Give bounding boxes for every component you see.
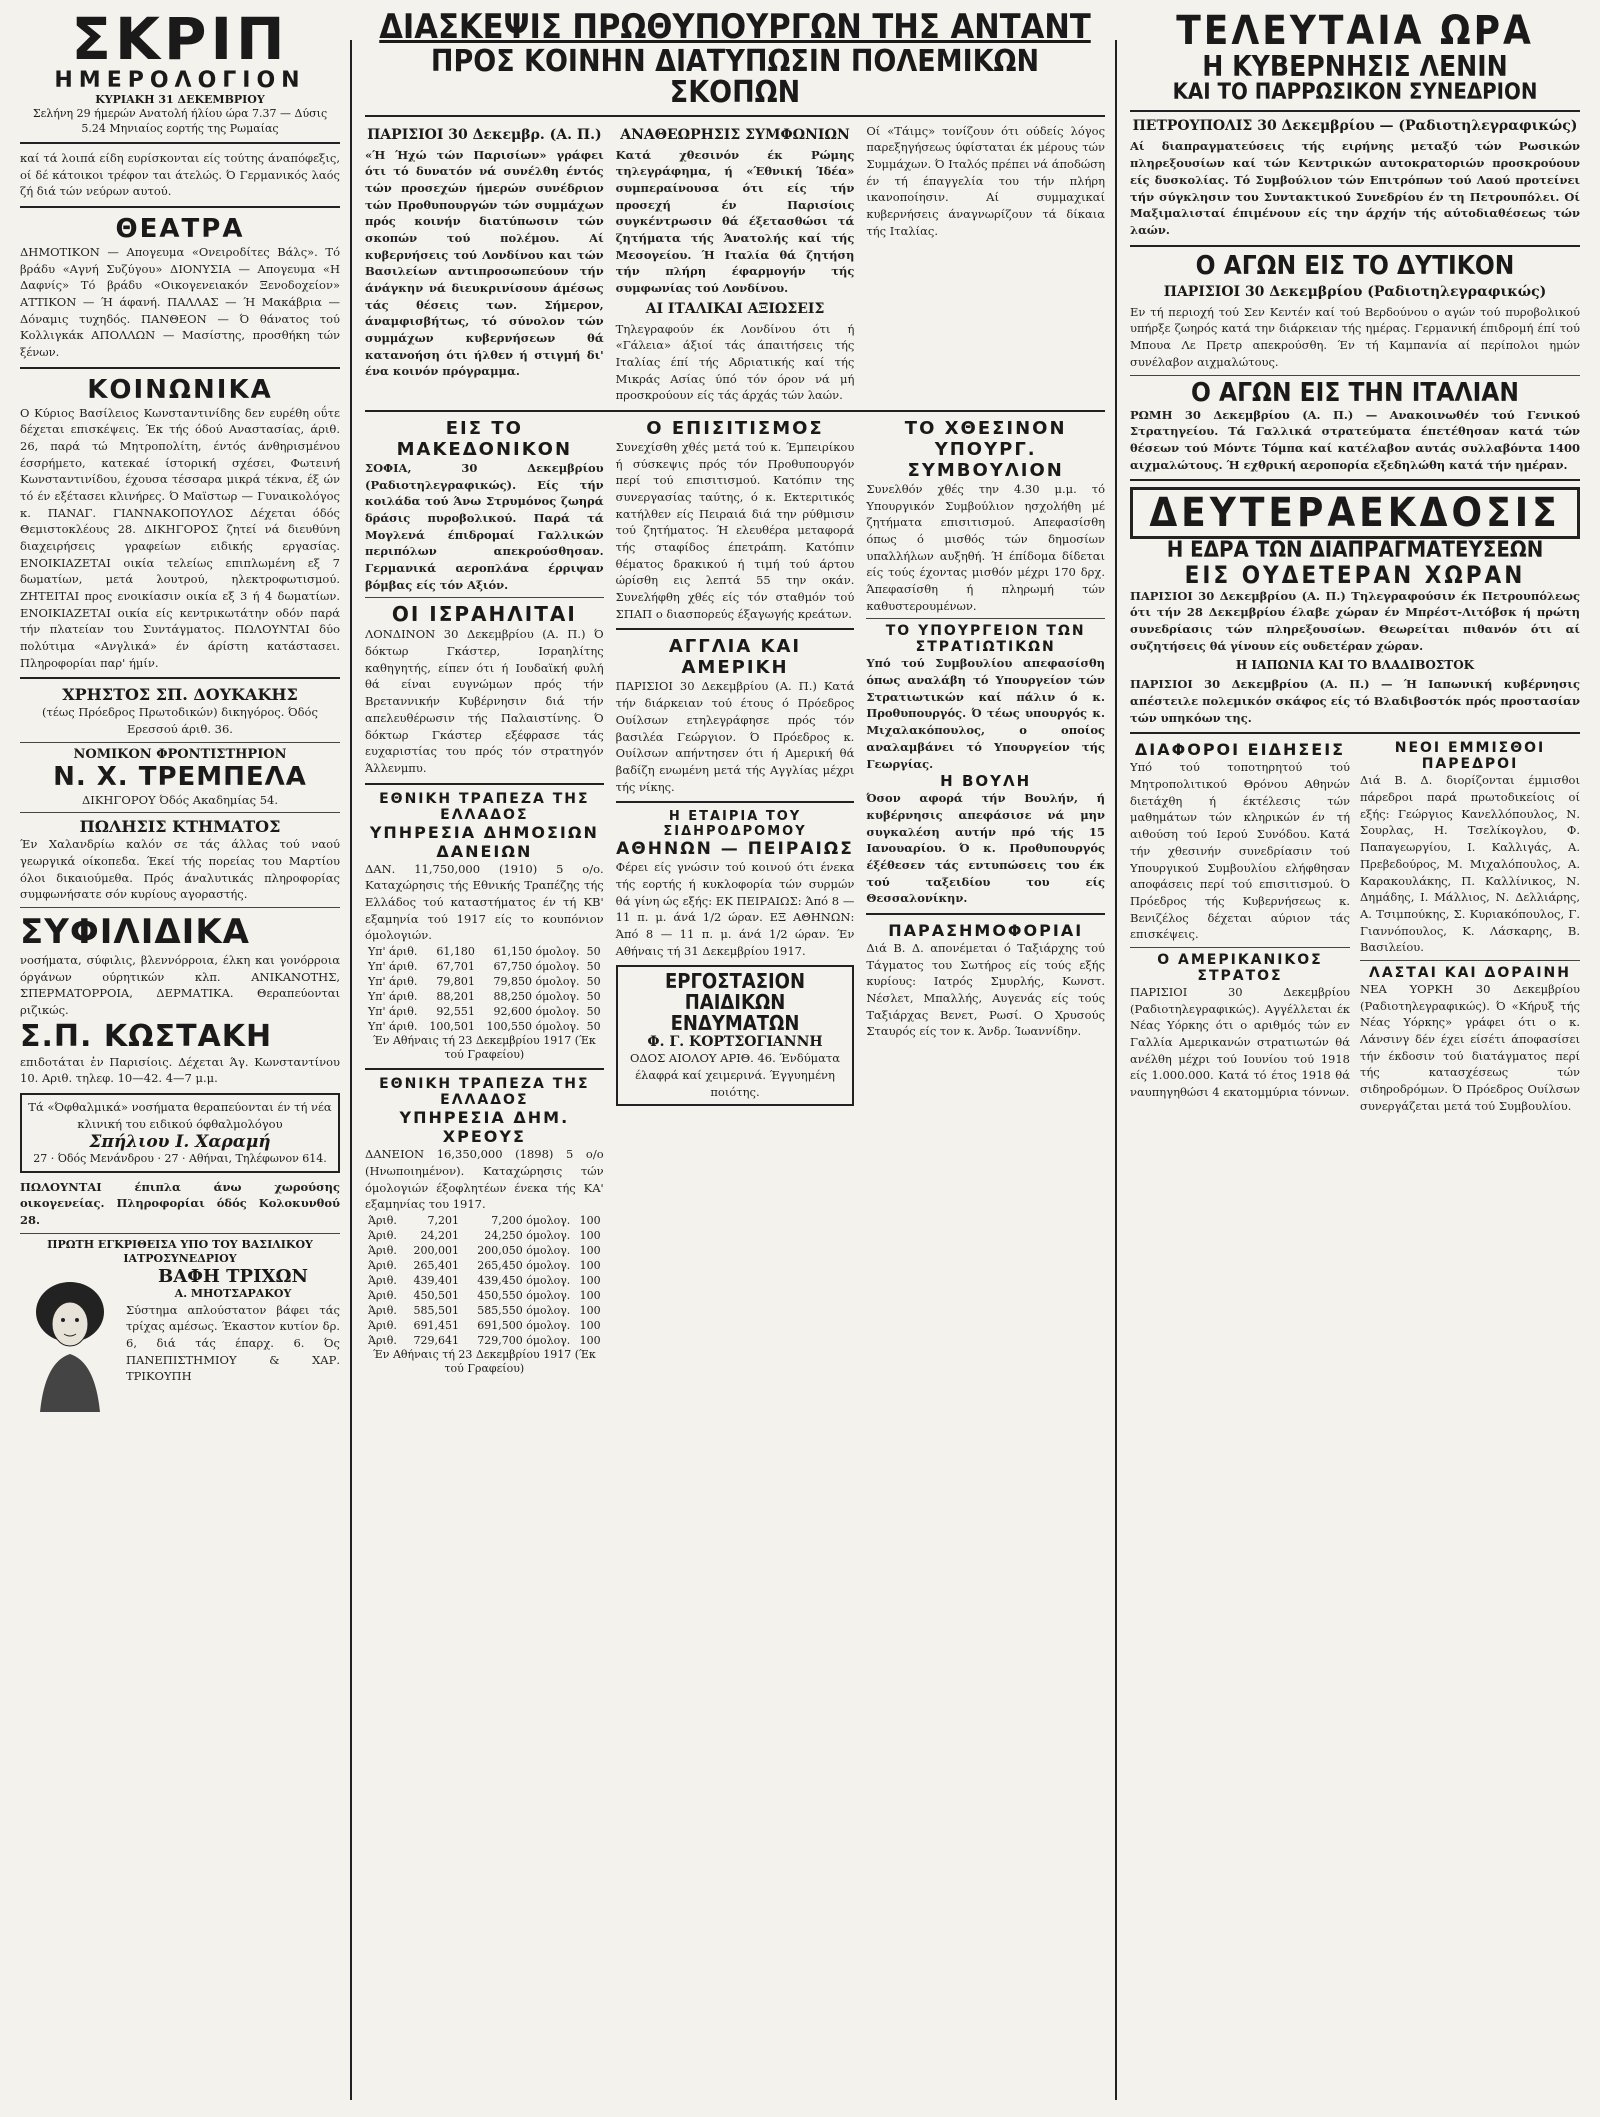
railway-text: Φέρει είς γνώσιν τού κοινού ότι ένεκα τής εορτής ή κυκλοφορία τών συρμών θά γίνη ώς εξής: ΕΚ ΠΕΙΡΑΙΩΣ: Άπό 8 — 11 π. μ. άνά 1/2 ώραν. ΕΞ ΑΘΗΝΩΝ: Άπό 8 — 11 π. μ. άνά 1/2 ώραν. Έν Αθήναις τή 31 Δεκεμβρίου 1917. xyxy=(615,860,855,958)
lasta-text: ΝΕΑ ΥΟΡΚΗ 30 Δεκεμβρίου (Ραδιοτηλεγραφικώς). Ό «Κήρυξ τής Νέας Υόρκης» γράφει ότι ο κ. Λάνσινγ δέν έχει είσέτι άποφασίσει τήν έκδοσιν τού διατάγματος περί τής κατασχέσεως τών σιδηροδρόμων. Ό Πρόεδρος Ουίλσων συνεργάζεται μετά τού Συμβουλίου. xyxy=(1360,981,1580,1113)
bank1-foot: Έν Αθήναις τή 23 Δεκεμβρίου 1917 (Έκ τού Γραφείου) xyxy=(372,1033,596,1062)
column-right xyxy=(1130,10,1580,2105)
masthead-date: ΚΥΡΙΑΚΗ 31 ΔΕΚΕΜΒΡΙΟΥ xyxy=(95,93,265,106)
table-row xyxy=(365,1273,604,1288)
table-cell: 67,750 όμολογ. xyxy=(493,959,580,973)
table-cell: 24,250 όμολογ. xyxy=(484,1229,571,1243)
table-cell: 7,201 xyxy=(427,1214,459,1228)
table-row xyxy=(365,1228,604,1243)
divider xyxy=(20,677,340,679)
table-cell: 67,701 xyxy=(436,959,475,973)
times-text: Οί «Τάιμς» τονίζουν ότι ούδείς λόγος παρεξηγήσεως ύφίσταται έκ μέρους τών Συμμάχων. Ό Ιταλός πρέπει νά άποδώση έν τή έπαγγελία του τήν πλήρη ικανοποίησιν. Αί συμμαχικαί κυβερνήσεις άναγνωρίζουν τά δίκαια τής Ιταλίας. xyxy=(866,123,1105,238)
factory-ad-name: Φ. Γ. ΚΟΡΤΣΟΓΙΑΝΝΗ xyxy=(647,1034,823,1051)
table-row xyxy=(365,1303,604,1318)
negotiations-head: Η ΕΔΡΑ ΤΩΝ ΔΙΑΠΡΑΓΜΑΤΕΥΣΕΩΝ xyxy=(1166,538,1544,564)
american-army-text: ΠΑΡΙΣΙΟΙ 30 Δεκεμβρίου (Ραδιοτηλεγραφικώς). Αγγέλλεται έκ Νέας Υόρκης ότι ο αριθμός τών εν Γαλλία Αμερικανών στρατιωτών θά ανέλθη μέχρι τού Ιουνίου τού 1918 είς 1.000.000. Κατά τό έτος 1918 θά ναυπηγηθώσι 4 εκατομμύρια τόννων. xyxy=(1130,984,1350,1099)
divider xyxy=(1130,375,1580,376)
table-cell: 691,451 xyxy=(413,1319,459,1333)
england-america-head: ΑΓΓΛΙΑ ΚΑΙ ΑΜΕΡΙΚΗ xyxy=(668,636,802,679)
table-row xyxy=(365,1019,604,1034)
table-cell: 100 xyxy=(579,1334,601,1348)
column-middle xyxy=(365,10,1105,2105)
revision-text: Κατά χθεσινόν έκ Ρώμης τηλεγράφημα, ή «Έθνική Ίδέα» συμπεραίνουσα ότι είς τήν προσεχή έν Παρισίοις συγκέντρωσιν θά έξετασθώσι τά ζητήματα τής Άνατολής καί τής Μεσογείου. Ή Ιταλία θά ζητήση τήν πλήρη έφαρμογήν τής συμφωνίας τού Λονδίνου. xyxy=(615,147,855,296)
ad-tremper-text: ΔΙΚΗΓΟΡΟΥ Όδός Ακαδημίας 54. xyxy=(81,792,279,807)
divider xyxy=(365,783,604,785)
israelites-text: ΛΟΝΔΙΝΟΝ 30 Δεκεμβρίου (Α. Π.) Ό δόκτωρ Γκάστερ, Ισραηλίτης καθηγητής, είπεν ότι ή Ιουδαϊκή φυλή θά είναι ευγνώμων πρός τήν Βρεταννικήν Κυβέρνησιν διά τήν απελευθέρωσιν τής Παλαιστίνης. Ό δόκτωρ Γκάστερ εξέφρασε τάς ευχαριστίας του πρός τόν στρατηγόν Άλλενμπυ. xyxy=(365,627,604,775)
divider xyxy=(20,907,340,908)
table-cell: 61,150 όμολογ. xyxy=(493,944,580,958)
table-cell: 7,200 όμολογ. xyxy=(491,1214,571,1228)
social-title: ΚΟΙΝΩΝΙΚΑ xyxy=(87,374,273,405)
table-cell: 88,201 xyxy=(436,989,475,1003)
divider xyxy=(1360,960,1580,961)
revision-head: ΑΝΑΘΕΩΡΗΣΙΣ ΣΥΜΦΩΝΙΩΝ xyxy=(620,126,850,143)
table-cell: Άριθ. xyxy=(368,1289,397,1303)
ad-hairdye-sub: Α. ΜΗΟΤΣΑΡΑΚΟΥ xyxy=(174,1287,292,1301)
japan-head: Η ΙΑΠΩΝΙΑ ΚΑΙ ΤΟ ΒΛΑΔΙΒΟΣΤΟΚ xyxy=(1235,658,1475,673)
new-assessors-text: Διά Β. Δ. διορίζονται έμμισθοι πάρεδροι παρά πρωτοδικείοις οί εξής: Γεώργιος Κανελλόπουλος, Ν. Σουρλας, Η. Τσελίκογλου, Φ. Παπαγεωργίου, Ι. Καλλιγάς, Α. Πρεβεδούρος, Μ. Μιχαλόπουλος, Α. Καρακουλάκης, Π. Καλλίνικος, Ν. Δημάδης, Ι. Μάλλιος, Ν. Δελλιάρης, Α. Τσιμπούκης, Σ. Κυριακόπουλος, Γ. Γιαννόπουλος, Κ. Λάσκαρης, Β. Βασιλείου. xyxy=(1360,773,1580,955)
table-cell: 24,201 xyxy=(420,1229,459,1243)
table-cell: 585,501 xyxy=(413,1304,459,1318)
bank2-sub: ΥΠΗΡΕΣΙΑ ΔΗΜ. ΧΡΕΟΥΣ xyxy=(399,1108,570,1147)
table-cell: 729,700 όμολογ. xyxy=(477,1334,571,1348)
table-cell: Άριθ. xyxy=(368,1244,397,1258)
headline-lenin: Η ΚΥΒΕΡΝΗΣΙΣ ΛΕΝΙΝ xyxy=(1202,50,1508,83)
italian-claims-text: Τηλεγραφούν έκ Λονδίνου ότι ή «Γάλεια» άξιοί τάς άπαιτήσεις τής Ιταλίας έπί τής Αδριατικής καί τής Μικράς Ασίας ύπό τόν όρον νά μή προσκρούουν είς τάς άρχάς τών λαών. xyxy=(615,321,855,403)
ad-property-head: ΠΩΛΗΣΙΣ ΚΤΗΜΑΤΟΣ xyxy=(79,817,281,837)
bank2-table xyxy=(365,1213,604,1348)
table-cell: 100,501 xyxy=(429,1019,475,1033)
column-rule xyxy=(1115,40,1117,2100)
divider xyxy=(20,367,340,369)
divider xyxy=(1130,947,1350,948)
ad-doukakis-text: (τέως Πρόεδρος Πρωτοδικών) δικηγόρος. Όδός Ερεσσού άριθ. 36. xyxy=(42,705,318,737)
western-front-head: Ο ΑΓΩΝ ΕΙΣ ΤΟ ΔΥΤΙΚΟΝ xyxy=(1195,250,1515,281)
woman-portrait-icon xyxy=(20,1272,120,1412)
bank2-head: ΕΘΝΙΚΗ ΤΡΑΠΕΖΑ ΤΗΣ ΕΛΛΑΔΟΣ xyxy=(379,1076,590,1109)
table-cell: Άριθ. xyxy=(368,1274,397,1288)
table-cell: Υπ' άριθ. xyxy=(368,989,418,1003)
various-news-head: ΔΙΑΦΟΡΟΙ ΕΙΔΗΣΕΙΣ xyxy=(1134,740,1346,760)
divider xyxy=(365,115,1105,117)
neutral-country-head: ΕΙΣ ΟΥΔΕΤΕΡΑΝ ΧΩΡΑΝ xyxy=(1184,560,1526,589)
table-row xyxy=(365,1288,604,1303)
table-cell: Υπ' άριθ. xyxy=(368,974,418,988)
table-cell: 79,850 όμολογ. xyxy=(493,974,580,988)
headline-war-aims: ΠΡΟΣ ΚΟΙΝΗΝ ΔΙΑΤΥΠΩΣΙΝ ΠΟΛΕΜΙΚΩΝ ΣΚΟΠΩΝ xyxy=(430,43,1040,111)
table-cell: Άριθ. xyxy=(368,1259,397,1273)
divider xyxy=(1130,479,1580,481)
decorations-head: ΠΑΡΑΣΗΜΟΦΟΡΙΑΙ xyxy=(888,920,1084,940)
negotiations-text: ΠΑΡΙΣΙΟΙ 30 Δεκεμβρίου (Α. Π.) Τηλεγραφούσιν έκ Πετρουπόλεως ότι τήν 28 Δεκεμβρίου έλαβε χώραν έν Μπρέστ-Λιτόβσκ ή πρώτη συνεδρίασις τών πληρεξουσίων. Θεωρείται πιθανόν ότι αί συζητήσεις θά γίνουν είς ουδετέραν χώραν. xyxy=(1130,588,1580,653)
military-head: ΤΟ ΥΠΟΥΡΓΕΙΟΝ ΤΩΝ ΣΤΡΑΤΙΩΤΙΚΩΝ xyxy=(885,623,1086,656)
table-cell: Υπ' άριθ. xyxy=(368,944,418,958)
parliament-head: Η ΒΟΥΛΗ xyxy=(940,772,1032,791)
factory-ad-box xyxy=(616,965,855,1106)
ad-ophthalmic-addr: 27 · Όδός Μενάνδρου · 27 · Αθήναι, Τηλέφωνον 614. xyxy=(33,1152,327,1166)
dateline-paris: ΠΑΡΙΣΙΟΙ 30 Δεκεμβρ. (Α. Π.) xyxy=(367,126,602,143)
israelites-head: ΟΙ ΙΣΡΑΗΛΙΤΑΙ xyxy=(391,602,577,627)
table-cell: 100 xyxy=(579,1319,601,1333)
ad-hairdye-text: Σύστημα απλούστατον βάφει τάς τρίχας αμέσως. Έκαστον κυτίον δρ. 6, διά τάς έπαρχ. 6. Ός ΠΑΝΕΠΙΣΤΗΜΙΟΥ & ΧΑΡ. ΤΡΙΚΟΥΠΗ xyxy=(126,1302,340,1384)
table-cell: 50 xyxy=(586,959,601,973)
almanac: Σελήνη 29 ήμερών Ανατολή ήλίου ώρα 7.37 — Δύσις 5.24 Μηνιαίος εορτής της Ρωμαίας xyxy=(32,107,328,135)
table-cell: 50 xyxy=(586,1019,601,1033)
divider xyxy=(365,1068,604,1070)
table-cell: 265,450 όμολογ. xyxy=(477,1259,571,1273)
masthead-subtitle: ΗΜΕΡΟΛΟΓΙΟΝ xyxy=(54,68,306,93)
supply-text: Συνεχίσθη χθές μετά τού κ. Έμπειρίκου ή σύσκεψις πρός τόν Προθυπουργόν περί τού επισιτισμού. Κατόπιν της συνεργασίας ταύτης, ό κ. Εκτεριτικός κατήλθεν είς Πειραιά διά την ρύθμισιν τού ζητήματος. Ή ελευθέρα μεταφορά τής σταφίδος έπετράπη. Κατόπιν θέματος δρακικού ή τιμή τού άρτου ώρίσθη εις λεπτά 55 την οκάν. Συνελήφθη χθές είς τόν σταθμόν τού ΣΠΑΠ ο διασπορεύς έξαγωγής κρεάτων. xyxy=(615,440,855,621)
factory-ad-text: ΟΔΟΣ ΑΙΟΛΟΥ ΑΡΙΘ. 46. Ένδύματα έλαφρά καί χειμερινά. Έγγυημένη ποιότης. xyxy=(629,1051,841,1099)
american-army-head: Ο ΑΜΕΡΙΚΑΝΙΚΟΣ ΣΤΡΑΤΟΣ xyxy=(1157,951,1323,984)
table-cell: Άριθ. xyxy=(368,1319,397,1333)
table-cell: 50 xyxy=(586,944,601,958)
decorations-text: Διά Β. Δ. απονέμεται ό Ταξιάρχης τού Τάγματος του Σωτήρος είς τούς εξής κυρίους: Ιατρός Σμυρλής, Κωνστ. Νέσλετ, Μπαλλής, Αυγενάς είς τούς Ταξιάρχας Βενετ, Ρωσί. Ο Χρυσούς Σταυρός είς τον κ. Άνδρ. Ίωαννίδην. xyxy=(866,940,1105,1039)
table-cell: 439,401 xyxy=(413,1274,459,1288)
table-cell: 100 xyxy=(579,1274,601,1288)
social-text: Ο Κύριος Βασίλειος Κωνσταντινίδης δεν ευρέθη οΰτε δέχεται επισκέψεις. Έκ τής όδού Αναστασίας, άριθ. 26, παρά τώ Μητροπολίτη, έντός άνθηρισμένου έσσρήμετο, κατεκαέ ίστορική σχέσει, Φωτεινή Κωνσταντινίδου, έχουσα τέσσαρα μικρά τέκνα, έξ ών τό έν εξέτασει κλινήρες. Ό Μαϊστωρ — Γυναικολόγος κ. ΠΑΝΑΓ. ΓΙΑΝΝΑΚΟΠΟΥΛΟΣ Δέχεται όδός Θεμιστοκλέους 28. ΔΙΚΗΓΟΡΟΣ ζητεί νά διευθύνη διαχειρήσεις γραφείων ειδικής εργασίας. ΕΝΟΙΚΙΑΖΕΤΑΙ οικία τελείως επιπλωμένη εξ 7 δωματίων, μετά λουτρού, ηλεκτροφωτισμού. ΖΗΤΕΙΤΑΙ προς ενοικίασιν οικία εξ 3 ή 4 δωματίων. ΕΝΟΙΚΙΑΖΕΤΑΙ οικία είς κεντρικωτάτην οδόν παρά τήν πλατείαν του Συντάγματος. ΠΩΛΟΥΝΤΑΙ δύο πολύτιμα «Ανγλικά» έν άρίστη κατάστασει. Πληροφορίαι παρ' ήμίν. xyxy=(20,405,340,670)
table-cell: Άριθ. xyxy=(368,1334,397,1348)
ad-kostaki-text: επιδοτάται ἐν Παρισίοις. Δέχεται Άγ. Κωνσταντίνου 10. Αριθ. τηλεφ. 10—42. 4—7 μ.μ. xyxy=(20,1054,340,1086)
table-cell: 79,801 xyxy=(436,974,475,988)
divider xyxy=(1130,732,1580,734)
table-cell: 585,550 όμολογ. xyxy=(477,1304,571,1318)
ad-syfilidika-text: νοσήματα, σύφιλις, βλεννόρροια, έλκη και γονόρροια όργάνων ούρητικών κλπ. ΑΝΙΚΑΝΟΤΗΣ, ΣΠΕΡΜΑΤΟΡΡΟΙΑ, ΔΕΡΜΑΤΙΚΑ. Θεραπεύονται ριζικώς. xyxy=(20,953,340,1018)
intro-text: καί τά λοιπά είδη ευρίσκονται είς τούτης άναπόφεξις, οί δέ κάτοικοι τρέφον ται άτελώς. Ό Γερμανικός λαός ζή διά τών νεύρων αυτού. xyxy=(20,150,340,199)
bank1-text: ΔΑΝ. 11,750,000 (1910) 5 ο/ο. Καταχώρησις τής Εθνικής Τραπέζης τής Ελλάδος τού καταστήματος έν τή ΚΒ' εξαμηνία τού 1917 είς το κουπόνιον όμολογιών. xyxy=(365,861,604,943)
italian-front-head: Ο ΑΓΩΝ ΕΙΣ ΤΗΝ ΙΤΑΛΙΑΝ xyxy=(1191,377,1519,408)
various-news-text: Υπό τού τοποτηρητού τού Μητροπολιτικού Θρόνου Αθηνών διετάχθη ή έκτέλεσις τών μαθημάτων τών κληρικών έν τή αιθούση τού Ιερού Συνόδου. Κατά τήν χθεσινήν συνεδρίασιν τού Υπουργικού Συμβουλίου ελήφθησαν αποφάσεις περί τού επισιτισμού. Ό Πρόεδρος τής Κυβερνήσεως κ. Βενιζέλος δέχεται αύριον τάς επισκέψεις. xyxy=(1130,760,1350,942)
ad-tremper-head: ΝΟΜΙΚΟΝ ΦΡΟΝΤΙΣΤΗΡΙΟΝ xyxy=(73,746,287,762)
table-cell: 200,001 xyxy=(413,1244,459,1258)
divider xyxy=(20,742,340,743)
table-cell: Άριθ. xyxy=(368,1304,397,1318)
divider xyxy=(20,206,340,208)
headline-congress: ΚΑΙ ΤΟ ΠΑΡΡΩΣΙΚΟΝ ΣΥΝΕΔΡΙΟΝ xyxy=(1172,80,1538,106)
table-cell: 92,600 όμολογ. xyxy=(493,1004,580,1018)
supply-head: Ο ΕΠΙΣΙΤΙΣΜΟΣ xyxy=(646,418,824,440)
ad-hairdye-name: ΒΑΦΗ ΤΡΙΧΩΝ xyxy=(158,1266,308,1288)
bank1-table xyxy=(365,944,604,1034)
table-cell: 92,551 xyxy=(436,1004,475,1018)
england-america-text: ΠΑΡΙΣΙΟΙ 30 Δεκεμβρίου (Α. Π.) Κατά τήν διάρκειαν τού έτους ό Πρόεδρος Ουίλσων ετηλεγράφησε πρός τόν βασιλέα Γεώργιον. Ό Πρόεδρος κ. Ουίλσων απήντησεν ότι ή Αμερική θά βαδίζη ενωμένη μετά τής Αγγλίας μέχρι τής νίκης. xyxy=(615,679,855,794)
divider xyxy=(866,618,1105,619)
italian-front-text: ΡΩΜΗ 30 Δεκεμβρίου (Α. Π.) — Ανακοινωθέν τού Γενικού Στρατηγείου. Τά Γαλλικά στρατεύματα έπετέθησαν κατά τών θέσεων τού Μόντε Τόμπα καί κατέλαβον αυτάς συλλαβόντα 1400 αιχμαλώτους. Ή εχθρική αεροπορία εξεδηλώθη κατά τήν ημέραν. xyxy=(1130,407,1580,472)
table-row xyxy=(365,974,604,989)
divider xyxy=(365,597,604,598)
table-cell: 100 xyxy=(579,1214,601,1228)
table-cell: 265,401 xyxy=(413,1259,459,1273)
table-cell: 729,641 xyxy=(413,1334,459,1348)
table-cell: 50 xyxy=(586,974,601,988)
military-text: Υπό τού Συμβουλίου απεφασίσθη όπως αναλάβη τό Υπουργείον τών Στρατιωτικών καί πάλιν ό κ. Προθυπουργός. Ό τέως υπουργός κ. Μιχαλακόπουλος, ο οποίος αναλαμβάνει τό Υπουργείον τής Γεωργίας. xyxy=(866,656,1105,771)
table-cell: 88,250 όμολογ. xyxy=(493,989,580,1003)
ad-ophthalmic-box xyxy=(20,1093,340,1173)
japan-text: ΠΑΡΙΣΙΟΙ 30 Δεκεμβρίου (Α. Π.) — Ή Ιαπωνική κυβέρνησις απέστειλε πολεμικόν σκάφος είς τό Βλαδιβοστόκ πρός προστασίαν τών υπηκόων της. xyxy=(1130,677,1580,725)
table-cell: Υπ' άριθ. xyxy=(368,1019,418,1033)
column-rule xyxy=(350,40,352,2100)
second-edition-title: ΔΕΥΤΕΡΑΕΚΔΟΣΙΣ xyxy=(1130,487,1580,539)
theatres-title: ΘΕΑΤΡΑ xyxy=(115,213,245,244)
table-row xyxy=(365,1333,604,1348)
divider xyxy=(616,801,855,803)
table-cell: 100 xyxy=(579,1289,601,1303)
table-cell: Υπ' άριθ. xyxy=(368,1004,418,1018)
table-cell: 100 xyxy=(579,1244,601,1258)
ad-kostaki-name: Σ.Π. ΚΩΣΤΑΚΗ xyxy=(20,1018,273,1054)
table-cell: 100 xyxy=(579,1259,601,1273)
macedonia-head: ΕΙΣ ΤΟ ΜΑΚΕΔΟΝΙΚΟΝ xyxy=(396,418,573,461)
divider xyxy=(20,142,340,144)
table-cell: Άριθ. xyxy=(368,1214,397,1228)
divider xyxy=(365,410,1105,412)
ad-property-text: Έν Χαλανδρίω καλόν σε τάς άλλας τού ναού γεωργικά οίκοπεδα. Έκεί τής πορείας του Μαρτίου όλοι δικαιούμεθα. Πρός άναλυτικάς πληροφορίας συμφωνήσατε σόν κυρίους αγοραστής. xyxy=(20,837,340,902)
table-cell: 691,500 όμολογ. xyxy=(477,1319,571,1333)
macedonia-text: ΣΟΦΙΑ, 30 Δεκεμβρίου (Ραδιοτηλεγραφικώς). Είς τήν κοιλάδα τού Άνω Στρυμόνος ζωηρά δράσις πυροβολικού. Παρά τά Μογλενά έπιδρομαί Γαλλικών περιπόλων απεκρούσθησαν. Γερμανικά αεροπλάνα έρριψαν βόμβας είς τόν Αξιόν. xyxy=(365,461,604,592)
lenin-text: Αί διαπραγματεύσεις τής ειρήνης μεταξύ τών Ρωσικών πληρεξουσίων καί τών Κεντρικών αυτοκρατοριών προσκρούουν είς δυσκολίας. Τό Συμβούλιον τών Επιτρόπων τού Λαού προτείνει τήν σύγκλησιν του Συντακτικού Συνεδρίου έν τη Πετρουπόλει. Οί Μαξιμαλισταί έπιμένουν είς την άρχήν τής αύτοδιαθέσεως τών λαών. xyxy=(1130,139,1580,237)
table-cell: Άριθ. xyxy=(368,1229,397,1243)
dateline-petrograd: ΠΕΤΡΟΥΠΟΛΙΣ 30 Δεκεμβρίου — (Ραδιοτηλεγραφικώς) xyxy=(1132,118,1578,135)
divider xyxy=(866,913,1105,915)
theatres-text: ΔΗΜΟΤΙΚΟΝ — Απογευμα «Ονειροδίτες Βάλς». Τό βράδυ «Αγνή Συζύγου» ΔΙΟΝΥΣΙΑ — Απογευμα «Η Δαφνίς» Τό βράδυ «Οικογενειακόν Ξενοδοχείον» ΑΤΤΙΚΟΝ — Ή άφανή. ΠΑΛΛΑΣ — Ή Μακάβρια — Δόναμις τυχηδός. ΠΑΝΘΕΟΝ — Ό θάνατος τού Κολλιγκάκ ΑΠΟΛΛΩΝ — Μασίστης, προσθήκη τών ξένων. xyxy=(20,244,340,359)
table-cell: 450,501 xyxy=(413,1289,459,1303)
railway-sub: ΑΘΗΝΩΝ — ΠΕΙΡΑΙΩΣ xyxy=(616,839,854,860)
table-cell: 450,550 όμολογ. xyxy=(477,1289,571,1303)
divider xyxy=(1130,245,1580,247)
headline-conference: ΔΙΑΣΚΕΨΙΣ ΠΡΩΘΥΠΟΥΡΓΩΝ ΤΗΣ ΑΝΤΑΝΤ xyxy=(379,10,1091,47)
ad-ophthalmic-text: Τά «Όφθαλμικά» νοσήματα θεραπεύονται έν τή νέα κλινική του ειδικού όφθαλμολόγου xyxy=(28,1100,332,1131)
bank2-text: ΔΑΝΕΙΟΝ 16,350,000 (1898) 5 ο/ο (Ηνωποιημένον). Καταχώρησις τών όμολογιών έξοφλητέων ένεκα τής ΚΑ' εξαμηνίας του 1917. xyxy=(365,1147,604,1212)
table-cell: 50 xyxy=(586,989,601,1003)
headline-last-hour: ΤΕΛΕΥΤΑΙΑ ΩΡΑ xyxy=(1176,10,1534,54)
divider xyxy=(1130,110,1580,112)
table-row xyxy=(365,1318,604,1333)
table-cell: 439,450 όμολογ. xyxy=(477,1274,571,1288)
table-row xyxy=(365,1243,604,1258)
table-cell: 61,180 xyxy=(436,944,475,958)
western-front-text: Εν τή περιοχή τού Σεν Κεντέν καί τού Βερδούνου ο αγών τού πυροβολικού υπήρξε ζωηρός κατά την διάρκειαν τής ημέρας. Γερμανική έπιδρομή έπί τού Μπουα Λε Πρετρ απεκρούσθη. Έν τή Καμπανία αί περίπολοι ημών συνέλαβον αιχμαλώτους. xyxy=(1130,304,1580,369)
ad-hairdye-head: ΠΡΩΤΗ ΕΓΚΡΙΘΕΙΣΑ ΥΠΟ ΤΟΥ ΒΑΣΙΛΙΚΟΥ ΙΑΤΡΟΣΥΝΕΔΡΙΟΥ xyxy=(47,1237,313,1266)
ad-syfilidika-name: ΣΥΦΙΛΙΔΙΚΑ xyxy=(20,912,250,953)
divider xyxy=(616,628,855,630)
table-row xyxy=(365,944,604,959)
table-cell: Υπ' άριθ. xyxy=(368,959,418,973)
conference-text: «Ή Ήχώ τών Παρισίων» γράφει ότι τό δυνατόν νά συνέλθη έντός τών προσεχών ήμερών συνέδριον τών Προθυπουργών τών συμμάχων πρός κοινήν διατύπωσιν τών σκοπών τού πολέμου. Αί κυβερνήσεις τού Λονδίνου και τών Βασιλείων αντιπροσωπεύουν τήν άνάγκην νά διευκρινίσουν άμέσως τάς θέσεις των. Σήμερον, άναμφισβήτως, τό σύνολον τών συμμάχων κυβερνήσεων θά κατανοήση ότι ήλθεν ή στιγμή δι' ένα κοινόν πρόγραμμα. xyxy=(365,147,604,379)
new-assessors-head: ΝΕΟΙ ΕΜΜΙΣΘΟΙ ΠΑΡΕΔΡΟΙ xyxy=(1394,740,1546,773)
table-cell: 100 xyxy=(579,1304,601,1318)
table-row xyxy=(365,989,604,1004)
table-cell: 50 xyxy=(586,1004,601,1018)
divider xyxy=(20,1233,340,1234)
factory-ad-head: ΕΡΓΟΣΤΑΣΙΟΝ ΠΑΙΔΙΚΩΝ ΕΝΔΥΜΑΤΩΝ xyxy=(664,969,806,1036)
table-cell: 200,050 όμολογ. xyxy=(477,1244,571,1258)
cabinet-head: ΤΟ ΧΘΕΣΙΝΟΝ ΥΠΟΥΡΓ. ΣΥΜΒΟΥΛΙΟΝ xyxy=(904,418,1067,482)
ad-tremper-name: Ν. Χ. ΤΡΕΜΠΕΛΑ xyxy=(53,761,307,792)
bank1-head: ΕΘΝΙΚΗ ΤΡΑΠΕΖΑ ΤΗΣ ΕΛΛΑΔΟΣ xyxy=(379,790,590,823)
newspaper-page xyxy=(20,10,1580,2105)
cabinet-text: Συνελθόν χθές την 4.30 μ.μ. τό Υπουργικόν Συμβούλιον ησχολήθη μέ ζητήματα επισιτισμού. Απεφασίσθη όπως ό μισθός τών δημοσίων υπαλλήλων αυξηθή. Ή έπίδομα δίδεται είς τούς έχοντας μισθόν μέχρι 170 δρχ. Άπεφασίσθη ή πληρωμή τών καθυστερουμένων. xyxy=(866,482,1105,613)
western-front-dateline: ΠΑΡΙΣΙΟΙ 30 Δεκεμβρίου (Ραδιοτηλεγραφικώς) xyxy=(1163,283,1547,300)
masthead-title: ΣΚΡΙΠ xyxy=(71,10,289,73)
bank1-sub: ΥΠΗΡΕΣΙΑ ΔΗΜΟΣΙΩΝ ΔΑΝΕΙΩΝ xyxy=(369,822,599,861)
ad-furniture-text: ΠΩΛΟΥΝΤΑΙ έπιπλα άνω χωρούσης οικογενείας. Πληροφορίαι όδός Κολοκυνθού 28. xyxy=(20,1179,340,1228)
column-left xyxy=(20,10,340,2105)
lasta-head: ΛΑΣΤΑΙ ΚΑΙ ΔΟΡΑΙΝΗ xyxy=(1369,964,1571,981)
parliament-text: Όσον αφορά τήν Βουλήν, ή κυβέρνησις απεφάσισε νά μην συγκαλέση αυτήν πρό τής 15 Ιανουαρίου. Ό κ. Προθυπουργός έξέθεσεν τάς εντυπώσεις του έκ τού ταξειδίου του είς Θεσσαλονίκην. xyxy=(866,791,1105,906)
italian-claims-head: ΑΙ ΙΤΑΛΙΚΑΙ ΑΞΙΩΣΕΙΣ xyxy=(645,300,825,317)
table-row xyxy=(365,1213,604,1228)
table-cell: 100,550 όμολογ. xyxy=(486,1019,580,1033)
table-row xyxy=(365,1258,604,1273)
table-row xyxy=(365,1004,604,1019)
divider xyxy=(20,812,340,813)
ad-doukakis-name: ΧΡΗΣΤΟΣ ΣΠ. ΔΟΥΚΑΚΗΣ xyxy=(62,685,298,705)
ad-ophthalmic-name: Σπήλιου Ι. Χαραμή xyxy=(89,1132,271,1153)
table-row xyxy=(365,959,604,974)
table-cell: 100 xyxy=(579,1229,601,1243)
railway-head: Η ΕΤΑΙΡΙΑ ΤΟΥ ΣΙΔΗΡΟΔΡΟΜΟΥ xyxy=(663,809,807,840)
bank2-foot: Έν Αθήναις τή 23 Δεκεμβρίου 1917 (Έκ τού Γραφείου) xyxy=(372,1348,596,1376)
